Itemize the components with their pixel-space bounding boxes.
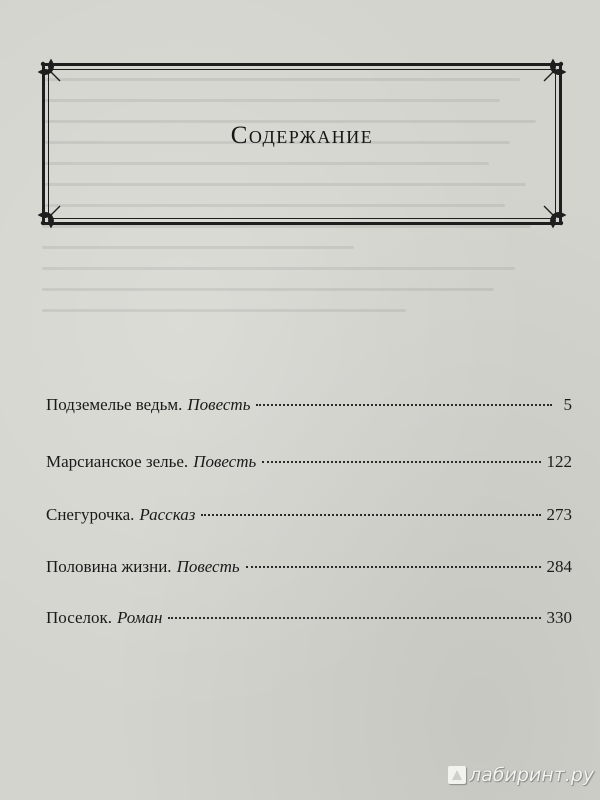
toc-entry-page: 273 — [546, 505, 572, 524]
dot-leader — [201, 513, 540, 516]
fleur-corner-ornament-icon — [36, 200, 66, 230]
toc-entry-genre: Рассказ — [139, 505, 196, 524]
toc-entry — [46, 452, 572, 476]
dot-leader — [262, 460, 540, 463]
toc-entry-title: Поселок. — [46, 608, 112, 627]
toc-entry-title: Марсианское зелье. — [46, 452, 189, 471]
toc-entry-title: Снегурочка. — [46, 505, 135, 524]
fleur-corner-ornament-icon — [36, 57, 66, 87]
dot-leader — [256, 403, 552, 406]
toc-entry-page: 5 — [563, 395, 572, 414]
toc-entry-page: 330 — [546, 608, 572, 627]
toc-entry — [46, 505, 572, 529]
toc-entry-title: Половина жизни. — [46, 557, 172, 576]
watermark-text: лабиринт.ру — [469, 764, 595, 786]
toc-entry — [46, 557, 572, 581]
toc-entry-genre: Повесть — [193, 452, 257, 471]
toc-entry-genre: Роман — [117, 608, 163, 627]
toc-entry-title: Подземелье ведьм. — [46, 395, 183, 414]
toc-entry-page: 122 — [546, 452, 572, 471]
toc-entry-genre: Повесть — [176, 557, 240, 576]
page-title: Содержание — [230, 122, 374, 149]
dot-leader — [168, 616, 540, 619]
labirint-watermark — [448, 764, 594, 786]
toc-entry-page: 284 — [546, 557, 572, 576]
toc-entry — [46, 395, 572, 419]
toc-entry — [46, 608, 572, 632]
labirint-logo-icon — [448, 766, 466, 784]
fleur-corner-ornament-icon — [538, 57, 568, 87]
toc-entry-genre: Повесть — [187, 395, 251, 414]
fleur-corner-ornament-icon — [538, 200, 568, 230]
dot-leader — [246, 565, 541, 568]
